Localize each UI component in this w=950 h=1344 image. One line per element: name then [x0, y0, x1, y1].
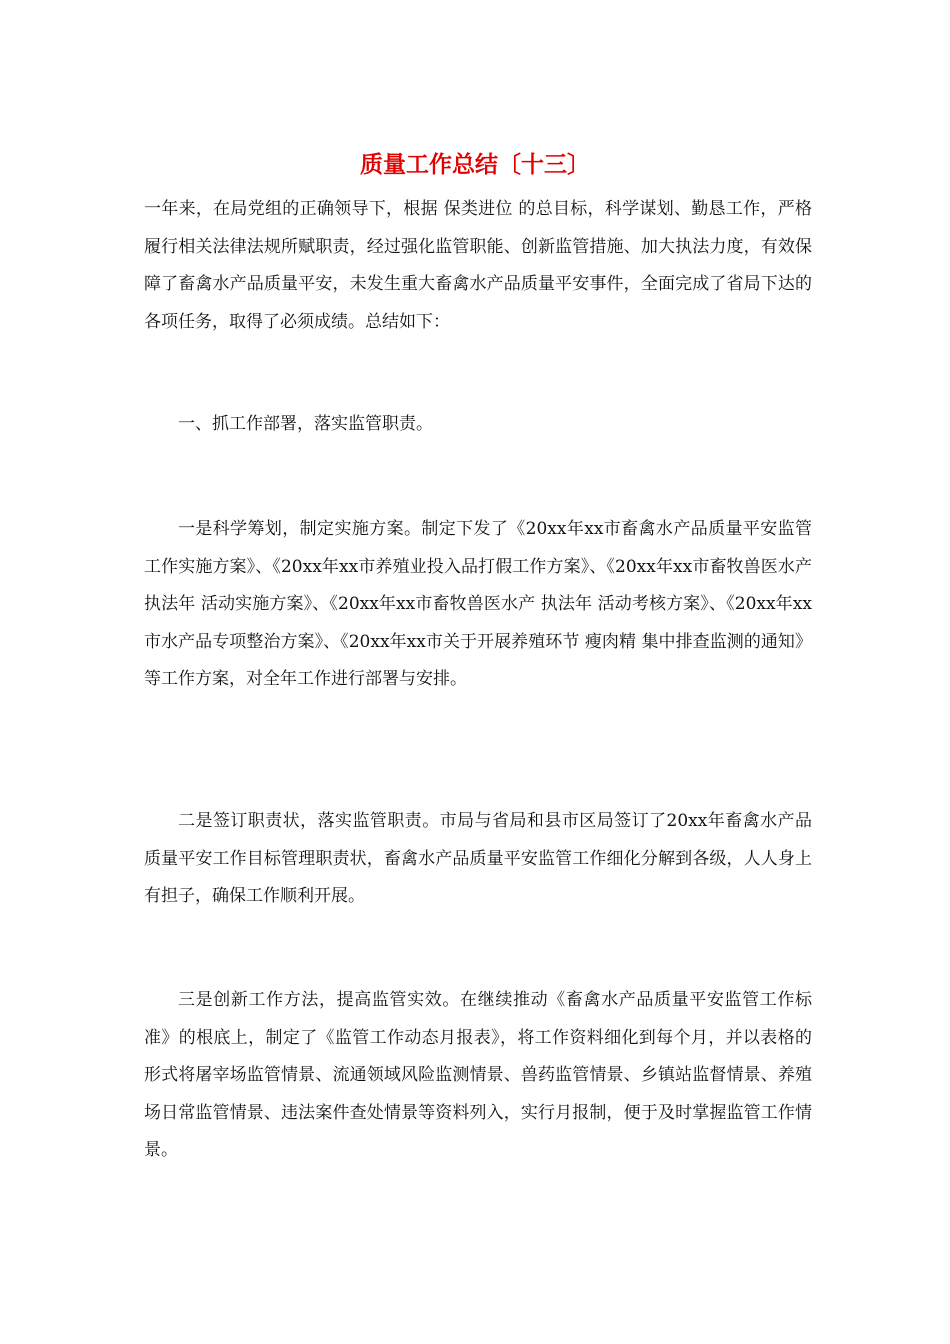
- document-title: 质量工作总结〔十三〕: [360, 152, 590, 178]
- section-heading: 一、抓工作部署，落实监管职责。: [178, 414, 433, 434]
- paragraph-item-3: 三是创新工作方法，提高监管实效。在继续推动《畜禽水产品质量平安监管工作标准》的根底上，制定了《监管工作动态月报表》，将工作资料细化到每个月，并以表格的形式将屠宰场监管情景、流通领域风险监测情景、兽药监管情景、乡镇站监督情景、养殖场日常监管情景、违法案件查处情景等资料列入，实行月报制，便于及时掌握监管工作情景。: [144, 990, 812, 1160]
- intro-paragraph: 一年来，在局党组的正确领导下，根据 保类进位 的总目标，科学谋划、勤恳工作，严格履行相关法律法规所赋职责，经过强化监管职能、创新监管措施、加大执法力度，有效保障了畜禽水产品质量平安，未发生重大畜禽水产品质量平安事件，全面完成了省局下达的各项任务，取得了必须成绩。总结如下：: [144, 199, 812, 332]
- paragraph-item-2: 二是签订职责状，落实监管职责。市局与省局和县市区局签订了20xx年畜禽水产品质量平安工作目标管理职责状，畜禽水产品质量平安监管工作细化分解到各级，人人身上有担子，确保工作顺利开展。: [144, 811, 812, 906]
- paragraph-item-1: 一是科学筹划，制定实施方案。制定下发了《20xx年xx市畜禽水产品质量平安监管工作实施方案》、《20xx年xx市养殖业投入品打假工作方案》、《20xx年xx市畜牧兽医水产 执法年 活动实施方案》、《20xx年xx市畜牧兽医水产 执法年 活动考核方案》、《20xx年xx市水产品专项整治方案》、《20xx年xx市关于开展养殖环节 瘦肉精 集中排查监测的通知》等工作方案，对全年工作进行部署与安排。: [144, 519, 812, 689]
